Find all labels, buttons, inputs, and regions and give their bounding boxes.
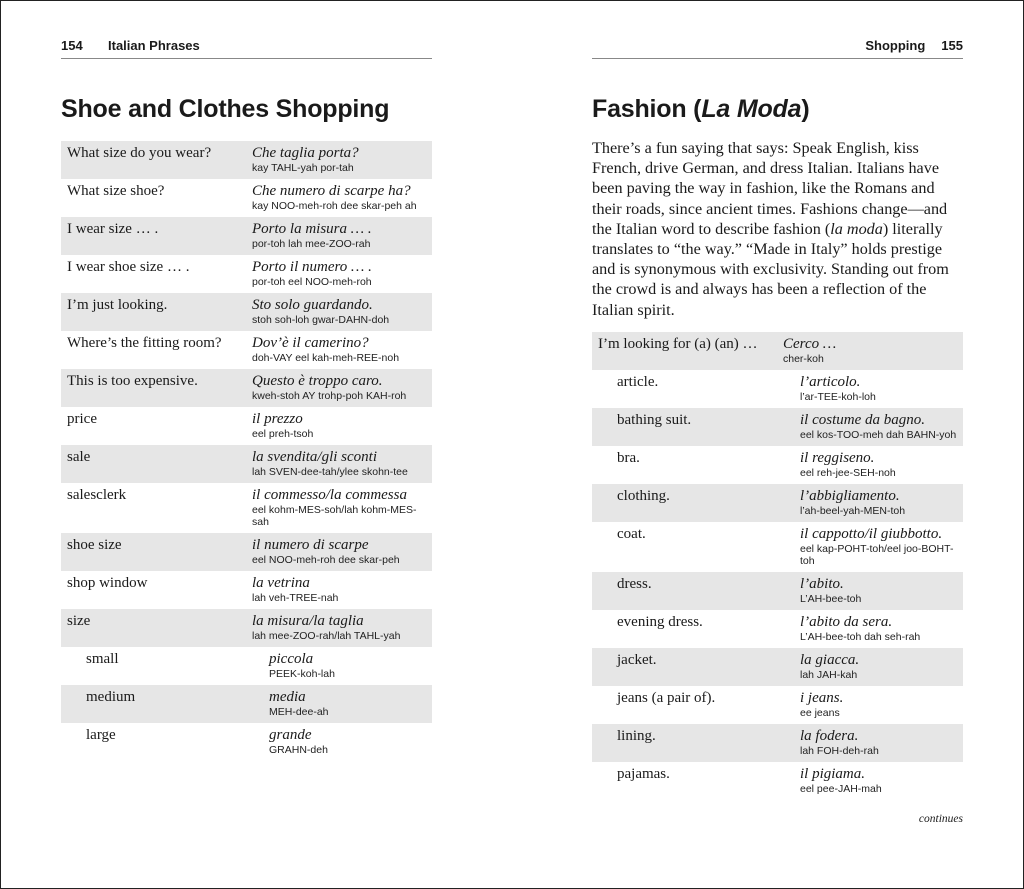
pronunciation: PEEK-koh-lah xyxy=(269,668,335,680)
pronunciation: l’ar-TEE-koh-loh xyxy=(800,391,876,403)
english-phrase: clothing. xyxy=(592,484,777,522)
phrase-row xyxy=(61,217,432,255)
italian-phrase: media xyxy=(269,689,306,705)
phrase-row xyxy=(61,331,432,369)
phrase-row xyxy=(61,179,432,217)
phrase-row xyxy=(592,572,963,610)
italian-cell xyxy=(246,445,432,483)
italian-phrase: l’abito. xyxy=(800,576,844,592)
english-phrase: dress. xyxy=(592,572,777,610)
italian-phrase: l’abito da sera. xyxy=(800,614,893,630)
italian-cell xyxy=(246,609,432,647)
italian-phrase: Questo è troppo caro. xyxy=(252,373,383,389)
italian-cell xyxy=(246,331,432,369)
pronunciation: ee jeans xyxy=(800,707,840,719)
section-title xyxy=(592,95,963,124)
english-phrase: coat. xyxy=(617,526,646,542)
section-title: Shoe and Clothes Shopping xyxy=(61,95,390,123)
italian-phrase: Dov’è il camerino? xyxy=(252,335,369,351)
pronunciation: eel preh-tsoh xyxy=(252,428,314,440)
phrase-row xyxy=(592,484,963,522)
italian-phrase: il commesso/la commessa xyxy=(252,487,407,503)
italian-cell xyxy=(777,522,963,572)
italian-cell xyxy=(246,369,432,407)
pronunciation: l’ah-beel-yah-MEN-toh xyxy=(800,505,906,517)
phrase-row xyxy=(61,609,432,647)
italian-cell xyxy=(246,647,432,685)
english-phrase: Where’s the fitting room? xyxy=(67,335,222,351)
phrase-row xyxy=(592,408,963,446)
intro-paragraph xyxy=(592,138,963,320)
page-number: 155 xyxy=(941,38,963,53)
running-head-title: Shopping xyxy=(865,38,926,53)
intro-text-2: ) literally translates to “the way.” “Made in Italy” holds prestige and is synonymous with exclusivity. Standing out from the crowd is and always has been a reflection of the Italian spirit. xyxy=(592,219,949,319)
pronunciation: eel kap-POHT-toh/eel joo-BOHT-toh xyxy=(800,543,954,567)
italian-phrase: la misura/la taglia xyxy=(252,613,364,629)
page-number: 154 xyxy=(61,38,83,53)
section-title-close: ) xyxy=(801,95,810,123)
italian-cell xyxy=(777,648,963,686)
italian-phrase: il cappotto/il giubbotto. xyxy=(800,526,943,542)
italian-phrase: la fodera. xyxy=(800,728,859,744)
pronunciation: lah FOH-deh-rah xyxy=(800,745,879,757)
pronunciation: eel NOO-meh-roh dee skar-peh xyxy=(252,554,400,566)
phrase-row xyxy=(592,610,963,648)
pronunciation: L’AH-bee-toh dah seh-rah xyxy=(800,631,921,643)
italian-cell xyxy=(246,533,432,571)
phrase-row xyxy=(592,724,963,762)
italian-phrase: la svendita/gli sconti xyxy=(252,449,377,465)
italian-cell xyxy=(777,686,963,724)
italian-cell xyxy=(777,762,963,800)
italian-cell xyxy=(777,610,963,648)
english-phrase: large xyxy=(86,727,116,743)
intro-italic-term: la moda xyxy=(830,219,883,238)
italian-cell xyxy=(777,370,963,408)
english-phrase: shoe size xyxy=(61,533,246,571)
pronunciation: lah mee-ZOO-rah/lah TAHL-yah xyxy=(252,630,401,642)
english-phrase: evening dress. xyxy=(617,614,703,630)
english-phrase: jacket. xyxy=(592,648,777,686)
italian-phrase: Che numero di scarpe ha? xyxy=(252,183,411,199)
intro-text-1: There’s a fun saying that says: Speak English, kiss French, drive German, and dress Italian. Italians have been paving the way in fashion, like the Romans and their roads, since ancient times. Fashions change—and the Italian word to describe fashion ( xyxy=(592,139,948,238)
section-title-main: Fashion ( xyxy=(592,95,702,123)
phrase-row xyxy=(592,370,963,408)
pronunciation: kay TAHL-yah por-tah xyxy=(252,162,354,174)
phrase-row xyxy=(592,446,963,484)
phrase-table xyxy=(61,141,432,761)
pronunciation: eel kos-TOO-meh dah BAHN-yoh xyxy=(800,429,957,441)
phrase-row xyxy=(61,723,432,761)
english-phrase: salesclerk xyxy=(67,487,127,503)
english-phrase: This is too expensive. xyxy=(61,369,246,407)
pronunciation: L’AH-bee-toh xyxy=(800,593,862,605)
italian-phrase: il prezzo xyxy=(252,411,303,427)
pronunciation: doh-VAY eel kah-meh-REE-noh xyxy=(252,352,400,364)
phrase-row xyxy=(592,762,963,800)
phrase-row xyxy=(61,571,432,609)
italian-phrase: l’articolo. xyxy=(800,374,861,390)
running-head-left xyxy=(61,38,432,59)
pronunciation: lah SVEN-dee-tah/ylee skohn-tee xyxy=(252,466,408,478)
phrase-table xyxy=(592,332,963,800)
italian-cell xyxy=(246,179,432,217)
pronunciation: eel kohm-MES-soh/lah kohm-MES-sah xyxy=(252,504,417,528)
english-phrase: shop window xyxy=(67,575,148,591)
pronunciation: por-toh eel NOO-meh-roh xyxy=(252,276,372,288)
italian-cell xyxy=(246,407,432,445)
running-head-right xyxy=(592,38,963,59)
italian-phrase: il numero di scarpe xyxy=(252,537,369,553)
english-phrase: size xyxy=(61,609,246,647)
english-phrase: sale xyxy=(61,445,246,483)
pronunciation: kweh-stoh AY trohp-poh KAH-roh xyxy=(252,390,407,402)
english-phrase: I wear shoe size … . xyxy=(67,259,190,275)
phrase-row xyxy=(592,522,963,572)
italian-phrase: il costume da bagno. xyxy=(800,412,925,428)
english-phrase: jeans (a pair of). xyxy=(617,690,716,706)
english-phrase: I’m just looking. xyxy=(61,293,246,331)
italian-phrase: Cerco … xyxy=(783,336,837,352)
italian-cell xyxy=(246,685,432,723)
italian-phrase: Che taglia porta? xyxy=(252,145,359,161)
italian-phrase: Porto il numero … . xyxy=(252,259,372,275)
italian-phrase: il reggiseno. xyxy=(800,450,875,466)
italian-cell xyxy=(246,293,432,331)
italian-cell xyxy=(777,572,963,610)
english-phrase: pajamas. xyxy=(617,766,670,782)
english-phrase: medium xyxy=(61,685,246,723)
pronunciation: cher-koh xyxy=(783,353,824,365)
phrase-row xyxy=(61,483,432,533)
pronunciation: por-toh lah mee-ZOO-rah xyxy=(252,238,371,250)
section-title-italic: La Moda xyxy=(701,95,802,123)
italian-phrase: i jeans. xyxy=(800,690,844,706)
italian-cell xyxy=(777,332,963,370)
english-phrase: price xyxy=(67,411,97,427)
english-phrase: What size do you wear? xyxy=(61,141,246,179)
phrase-row xyxy=(61,369,432,407)
english-phrase: bathing suit. xyxy=(592,408,777,446)
italian-cell xyxy=(246,217,432,255)
italian-cell xyxy=(246,723,432,761)
pronunciation: lah JAH-kah xyxy=(800,669,858,681)
italian-phrase: la giacca. xyxy=(800,652,860,668)
phrase-row xyxy=(61,255,432,293)
italian-cell xyxy=(777,484,963,522)
phrase-row xyxy=(61,533,432,571)
phrase-row xyxy=(592,332,963,370)
english-phrase: lining. xyxy=(592,724,777,762)
phrase-row xyxy=(592,648,963,686)
pronunciation: kay NOO-meh-roh dee skar-peh ah xyxy=(252,200,417,212)
phrase-row xyxy=(61,141,432,179)
phrase-row xyxy=(61,685,432,723)
italian-cell xyxy=(777,408,963,446)
italian-cell xyxy=(246,483,432,533)
phrase-row xyxy=(61,647,432,685)
italian-cell xyxy=(777,724,963,762)
english-phrase: small xyxy=(86,651,119,667)
phrase-row xyxy=(592,686,963,724)
running-head-title: Italian Phrases xyxy=(108,38,200,53)
italian-phrase: Sto solo guardando. xyxy=(252,297,373,313)
pronunciation: lah veh-TREE-nah xyxy=(252,592,339,604)
italian-phrase: piccola xyxy=(269,651,314,667)
italian-phrase: la vetrina xyxy=(252,575,310,591)
pronunciation: eel reh-jee-SEH-noh xyxy=(800,467,896,479)
phrase-row xyxy=(61,407,432,445)
pronunciation: eel pee-JAH-mah xyxy=(800,783,882,795)
italian-cell xyxy=(246,141,432,179)
english-phrase: I’m looking for (a) (an) … xyxy=(592,332,777,370)
italian-cell xyxy=(246,255,432,293)
pronunciation: GRAHN-deh xyxy=(269,744,328,756)
english-phrase: What size shoe? xyxy=(67,183,165,199)
italian-cell xyxy=(777,446,963,484)
english-phrase: article. xyxy=(617,374,659,390)
italian-cell xyxy=(246,571,432,609)
phrase-row xyxy=(61,445,432,483)
italian-phrase: il pigiama. xyxy=(800,766,866,782)
pronunciation: MEH-dee-ah xyxy=(269,706,329,718)
continues-note: continues xyxy=(918,813,963,825)
italian-phrase: l’abbigliamento. xyxy=(800,488,900,504)
pronunciation: stoh soh-loh gwar-DAHN-doh xyxy=(252,314,390,326)
italian-phrase: grande xyxy=(269,727,312,743)
english-phrase: I wear size … . xyxy=(61,217,246,255)
phrase-row xyxy=(61,293,432,331)
english-phrase: bra. xyxy=(617,450,640,466)
italian-phrase: Porto la misura … . xyxy=(252,221,372,237)
